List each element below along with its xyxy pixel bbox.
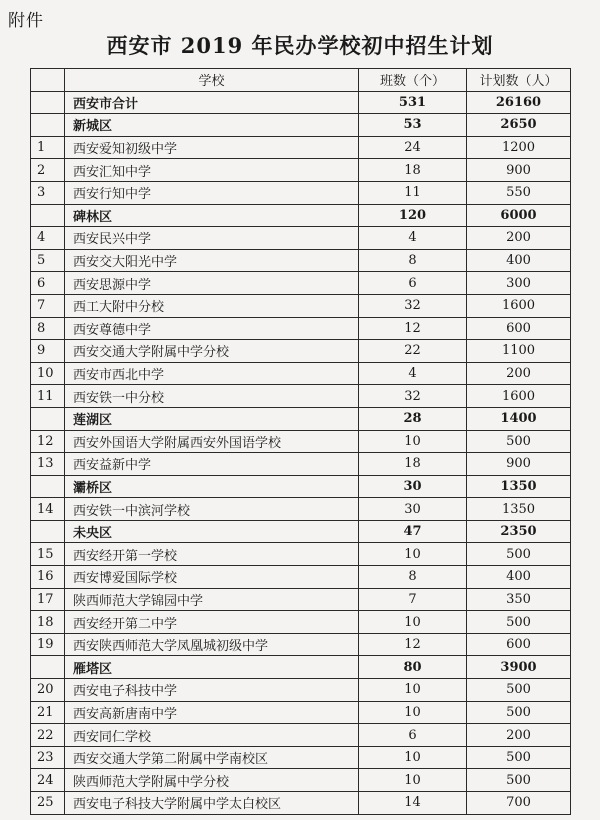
plan-count-cell: 550 — [467, 181, 571, 204]
table-subtotal-row — [31, 114, 571, 137]
school-name-cell: 灞桥区 — [65, 475, 359, 498]
school-name-cell: 西安电子科技中学 — [65, 679, 359, 702]
table-row — [31, 701, 571, 724]
table-row — [31, 272, 571, 295]
class-count-cell: 30 — [359, 475, 467, 498]
plan-count-cell: 400 — [467, 249, 571, 272]
table-row — [31, 362, 571, 385]
row-number-cell: 5 — [31, 249, 65, 272]
school-name-cell: 西安市西北中学 — [65, 362, 359, 385]
class-count-cell: 120 — [359, 204, 467, 227]
class-count-cell: 28 — [359, 407, 467, 430]
row-number-cell: 22 — [31, 724, 65, 747]
class-count-cell: 10 — [359, 746, 467, 769]
row-number-cell: 19 — [31, 633, 65, 656]
table-row — [31, 633, 571, 656]
school-name-cell: 西安交大阳光中学 — [65, 249, 359, 272]
row-number-cell — [31, 520, 65, 543]
class-count-cell: 18 — [359, 453, 467, 476]
class-count-cell: 6 — [359, 724, 467, 747]
plan-count-cell: 500 — [467, 543, 571, 566]
table-row — [31, 792, 571, 815]
class-count-cell: 4 — [359, 362, 467, 385]
table-row — [31, 385, 571, 408]
class-count-cell: 6 — [359, 272, 467, 295]
plan-count-cell: 2650 — [467, 114, 571, 137]
table-subtotal-row — [31, 91, 571, 114]
plan-count-cell: 500 — [467, 701, 571, 724]
class-count-cell: 32 — [359, 385, 467, 408]
school-name-cell: 西安博爱国际学校 — [65, 566, 359, 589]
school-name-cell: 西安交通大学第二附属中学南校区 — [65, 746, 359, 769]
school-name-cell: 西安行知中学 — [65, 181, 359, 204]
school-name-cell: 西安交通大学附属中学分校 — [65, 340, 359, 363]
table-subtotal-row — [31, 520, 571, 543]
class-count-cell: 8 — [359, 566, 467, 589]
column-header-classes: 班数（个） — [359, 69, 467, 92]
plan-count-cell: 1350 — [467, 475, 571, 498]
table-row — [31, 724, 571, 747]
plan-count-cell: 600 — [467, 317, 571, 340]
row-number-cell: 6 — [31, 272, 65, 295]
column-header-plan: 计划数（人） — [467, 69, 571, 92]
table-row — [31, 430, 571, 453]
table-row — [31, 543, 571, 566]
plan-count-cell: 200 — [467, 227, 571, 250]
class-count-cell: 47 — [359, 520, 467, 543]
plan-count-cell: 26160 — [467, 91, 571, 114]
plan-count-cell: 500 — [467, 430, 571, 453]
school-name-cell: 西安汇知中学 — [65, 159, 359, 182]
class-count-cell: 8 — [359, 249, 467, 272]
school-name-cell: 新城区 — [65, 114, 359, 137]
row-number-cell: 24 — [31, 769, 65, 792]
row-number-cell: 18 — [31, 611, 65, 634]
table-subtotal-row — [31, 204, 571, 227]
school-name-cell: 西工大附中分校 — [65, 294, 359, 317]
row-number-cell: 14 — [31, 498, 65, 521]
school-name-cell: 西安爱知初级中学 — [65, 136, 359, 159]
class-count-cell: 12 — [359, 633, 467, 656]
school-name-cell: 未央区 — [65, 520, 359, 543]
row-number-cell: 7 — [31, 294, 65, 317]
table-row — [31, 317, 571, 340]
plan-count-cell: 500 — [467, 746, 571, 769]
class-count-cell: 12 — [359, 317, 467, 340]
school-name-cell: 西安民兴中学 — [65, 227, 359, 250]
table-row — [31, 566, 571, 589]
school-name-cell: 雁塔区 — [65, 656, 359, 679]
plan-count-cell: 1600 — [467, 294, 571, 317]
plan-count-cell: 700 — [467, 792, 571, 815]
plan-count-cell: 200 — [467, 362, 571, 385]
plan-count-cell: 6000 — [467, 204, 571, 227]
row-number-cell: 4 — [31, 227, 65, 250]
row-number-cell: 25 — [31, 792, 65, 815]
school-name-cell: 西安益新中学 — [65, 453, 359, 476]
plan-count-cell: 500 — [467, 611, 571, 634]
class-count-cell: 18 — [359, 159, 467, 182]
class-count-cell: 7 — [359, 588, 467, 611]
table-row — [31, 453, 571, 476]
class-count-cell: 53 — [359, 114, 467, 137]
row-number-cell: 20 — [31, 679, 65, 702]
row-number-cell: 15 — [31, 543, 65, 566]
class-count-cell: 4 — [359, 227, 467, 250]
school-name-cell: 陕西师范大学锦园中学 — [65, 588, 359, 611]
table-header-row — [31, 69, 571, 92]
table-subtotal-row — [31, 656, 571, 679]
table-row — [31, 679, 571, 702]
school-name-cell: 西安高新唐南中学 — [65, 701, 359, 724]
school-name-cell: 莲湖区 — [65, 407, 359, 430]
row-number-cell: 8 — [31, 317, 65, 340]
table-row — [31, 294, 571, 317]
plan-count-cell: 600 — [467, 633, 571, 656]
table-subtotal-row — [31, 475, 571, 498]
row-number-cell — [31, 91, 65, 114]
school-name-cell: 西安市合计 — [65, 91, 359, 114]
plan-count-cell: 500 — [467, 769, 571, 792]
row-number-cell: 10 — [31, 362, 65, 385]
school-name-cell: 西安电子科技大学附属中学太白校区 — [65, 792, 359, 815]
school-name-cell: 陕西师范大学附属中学分校 — [65, 769, 359, 792]
plan-count-cell: 500 — [467, 679, 571, 702]
class-count-cell: 22 — [359, 340, 467, 363]
class-count-cell: 24 — [359, 136, 467, 159]
document-title: 西安市 2019 年民办学校初中招生计划 — [106, 33, 494, 58]
plan-count-cell: 2350 — [467, 520, 571, 543]
plan-count-cell: 900 — [467, 159, 571, 182]
class-count-cell: 10 — [359, 679, 467, 702]
enrollment-plan-table — [30, 68, 571, 815]
plan-count-cell: 900 — [467, 453, 571, 476]
plan-count-cell: 1350 — [467, 498, 571, 521]
plan-count-cell: 3900 — [467, 656, 571, 679]
plan-count-cell: 1200 — [467, 136, 571, 159]
table-row — [31, 227, 571, 250]
column-header-school: 学校 — [65, 69, 359, 92]
row-number-cell — [31, 475, 65, 498]
class-count-cell: 10 — [359, 430, 467, 453]
row-number-cell: 11 — [31, 385, 65, 408]
school-name-cell: 西安经开第二中学 — [65, 611, 359, 634]
class-count-cell: 531 — [359, 91, 467, 114]
school-name-cell: 西安陕西师范大学凤凰城初级中学 — [65, 633, 359, 656]
attachment-label: 附件 — [8, 11, 44, 31]
row-number-cell: 17 — [31, 588, 65, 611]
school-name-cell: 西安思源中学 — [65, 272, 359, 295]
plan-count-cell: 1400 — [467, 407, 571, 430]
class-count-cell: 10 — [359, 701, 467, 724]
table-row — [31, 159, 571, 182]
plan-count-cell: 1100 — [467, 340, 571, 363]
row-number-cell: 23 — [31, 746, 65, 769]
table-row — [31, 340, 571, 363]
school-name-cell: 西安铁一中分校 — [65, 385, 359, 408]
class-count-cell: 14 — [359, 792, 467, 815]
class-count-cell: 80 — [359, 656, 467, 679]
school-name-cell: 西安铁一中滨河学校 — [65, 498, 359, 521]
row-number-cell: 13 — [31, 453, 65, 476]
class-count-cell: 10 — [359, 769, 467, 792]
row-number-cell — [31, 656, 65, 679]
class-count-cell: 11 — [359, 181, 467, 204]
school-name-cell: 西安同仁学校 — [65, 724, 359, 747]
class-count-cell: 30 — [359, 498, 467, 521]
plan-count-cell: 300 — [467, 272, 571, 295]
row-number-cell: 21 — [31, 701, 65, 724]
row-number-cell: 16 — [31, 566, 65, 589]
table-row — [31, 249, 571, 272]
class-count-cell: 10 — [359, 611, 467, 634]
row-number-cell: 3 — [31, 181, 65, 204]
table-row — [31, 588, 571, 611]
plan-count-cell: 1600 — [467, 385, 571, 408]
row-number-cell: 12 — [31, 430, 65, 453]
table-body — [31, 91, 571, 814]
table-row — [31, 769, 571, 792]
class-count-cell: 32 — [359, 294, 467, 317]
row-number-cell — [31, 204, 65, 227]
table-row — [31, 746, 571, 769]
school-name-cell: 西安尊德中学 — [65, 317, 359, 340]
row-number-cell — [31, 114, 65, 137]
class-count-cell: 10 — [359, 543, 467, 566]
table-row — [31, 181, 571, 204]
plan-count-cell: 200 — [467, 724, 571, 747]
table-row — [31, 136, 571, 159]
row-number-cell: 2 — [31, 159, 65, 182]
plan-count-cell: 400 — [467, 566, 571, 589]
row-number-cell: 9 — [31, 340, 65, 363]
school-name-cell: 西安经开第一学校 — [65, 543, 359, 566]
column-header-number — [31, 69, 65, 92]
table-row — [31, 611, 571, 634]
table-subtotal-row — [31, 407, 571, 430]
school-name-cell: 西安外国语大学附属西安外国语学校 — [65, 430, 359, 453]
row-number-cell: 1 — [31, 136, 65, 159]
table-row — [31, 498, 571, 521]
plan-count-cell: 350 — [467, 588, 571, 611]
school-name-cell: 碑林区 — [65, 204, 359, 227]
row-number-cell — [31, 407, 65, 430]
